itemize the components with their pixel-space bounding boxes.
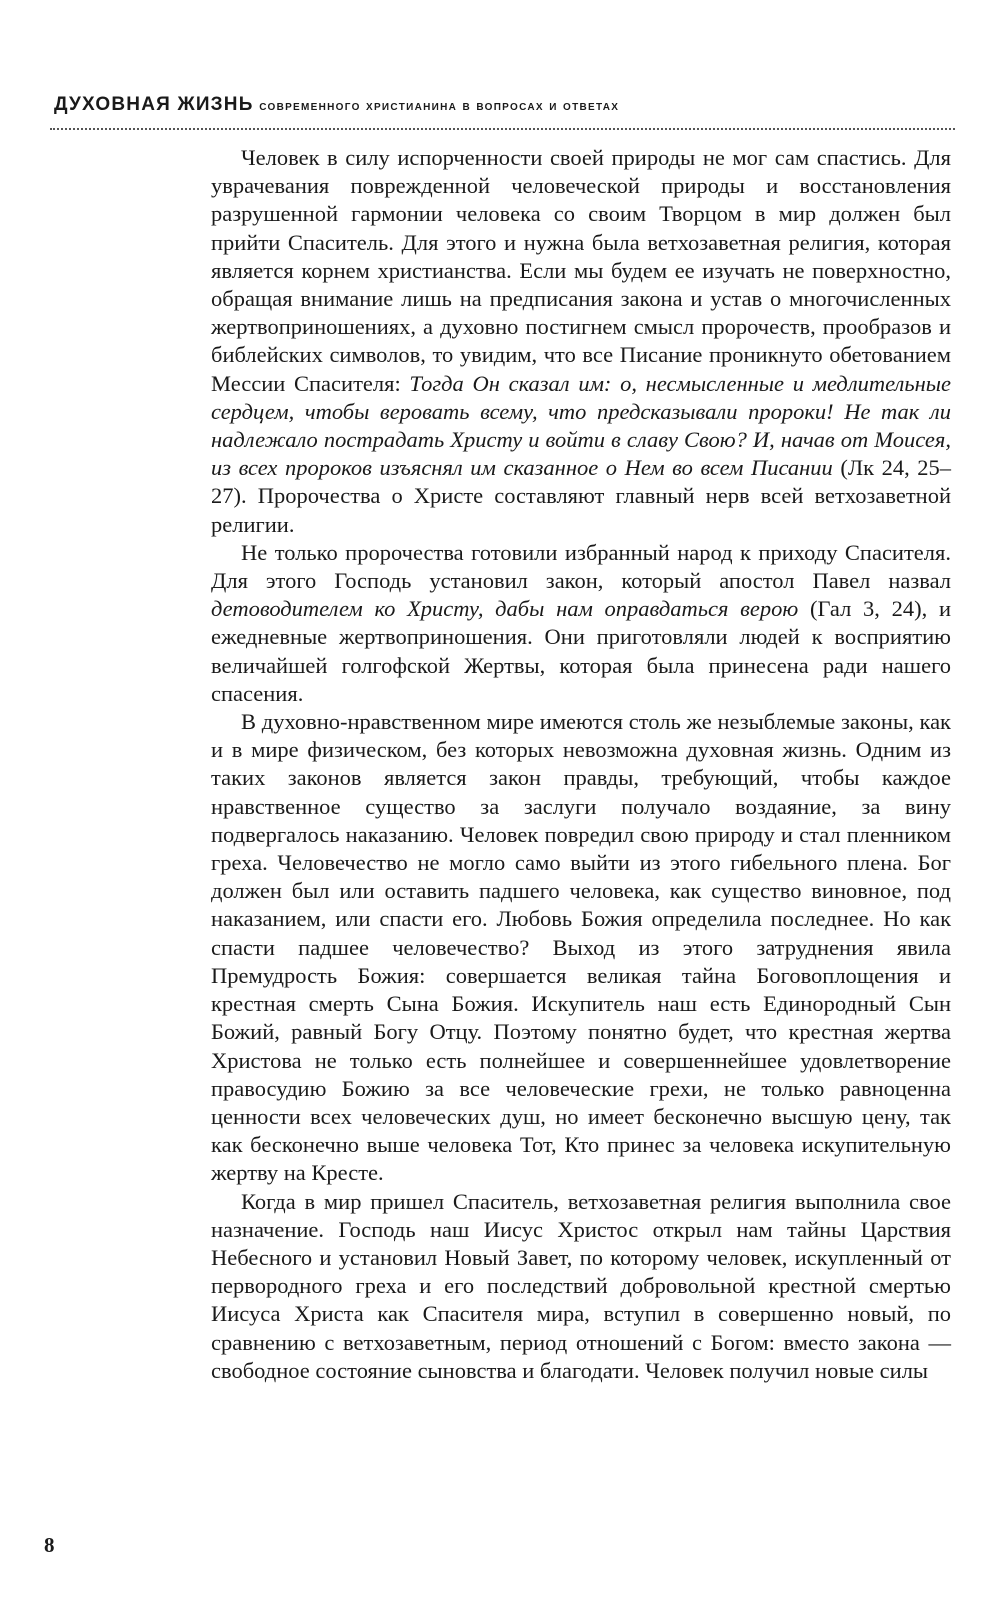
paragraph bbox=[211, 1188, 951, 1385]
scripture-quote: Тогда Он сказал им: о, несмысленные и медлительные сердцем, чтобы веровать всему, что предсказывали пророки! Не так ли надлежало пострадать Христу и войти в славу Свою? И, начав от Моисея, из всех пророков изъяснял им сказанное о Нем во всем Писании bbox=[211, 370, 951, 481]
body-text bbox=[211, 144, 951, 1385]
paragraph-text: Не только пророчества готовили избранный народ к приходу Спасителя. Для этого Господь установил закон, который апостол Павел назвал bbox=[211, 539, 951, 594]
running-head-title bbox=[54, 94, 619, 116]
page-number: 8 bbox=[44, 1533, 55, 1557]
running-head-title-main: ДУХОВНАЯ ЖИЗНЬ bbox=[54, 94, 254, 115]
paragraph bbox=[211, 708, 951, 1187]
paragraph bbox=[211, 144, 951, 539]
paragraph bbox=[211, 539, 951, 708]
paragraph-text: (Гал 3, 24), и ежедневные жертвоприношения. Они приготовляли людей к восприятию величайшей голгофской Жертвы, которая была принесена ради нашего спасения. bbox=[211, 596, 951, 706]
paragraph-text: Человек в силу испорченности своей природы не мог сам спастись. Для уврачевания поврежденной человеческой природы и восстановления разрушенной гармонии человека со своим Творцом в мир должен был прийти Спаситель. Для этого и нужна была ветхозаветная религия, которая является корнем христианства. Если мы будем ее изучать не поверхностно, обращая внимание лишь на предписания закона и устав о многочисленных жертвоприношениях, а духовно постигнем смысл пророчеств, прообразов и библейских символов, то увидим, что все Писание проникнуто обетованием Мессии Спасителя: bbox=[211, 145, 951, 396]
scripture-quote: детоводителем ко Христу, дабы нам оправдаться верою bbox=[211, 596, 799, 622]
paragraph-text: В духовно-нравственном мире имеются столь же незыблемые законы, как и в мире физическом, без которых невозможна духовная жизнь. Одним из таких законов является закон правды, требующий, чтобы каждое нравственное существо за заслуги получало воздаяние, за вину подвергалось наказанию. Человек повредил свою природу и стал пленником греха. Человечество не могло само выйти из этого гибельного плена. Бог должен был или оставить падшего человека, как существо виновное, под наказанием, или спасти его. Любовь Божия определила последнее. Но как спасти падшее человечество? Выход из этого затруднения явила Премудрость Божия: совершается великая тайна Боговоплощения и крестная смерть Сына Божия. Искупитель наш есть Единородный Сын Божий, равный Богу Отцу. Поэтому понятно будет, что крестная жертва Христова не только есть полнейшее и совершеннейшее удовлетворение правосудию Божию за все человеческие грехи, не только равноценна ценности всех человеческих душ, но имеет бесконечно высшую цену, так как бесконечно выше человека Тот, Кто принес за человека искупительную жертву на Кресте. bbox=[211, 709, 951, 1186]
paragraph-text: (Лк 24, 25–27). Пророчества о Христе составляют главный нерв всей ветхозаветной религии. bbox=[211, 455, 951, 537]
running-head-title-rest: современного христианина в вопросах и ответах bbox=[259, 98, 620, 114]
running-head bbox=[50, 92, 955, 130]
paragraph-text: Когда в мир пришел Спаситель, ветхозаветная религия выполнила свое назначение. Господь наш Иисус Христос открыл нам тайны Царствия Небесного и установил Новый Завет, по которому человек, искупленный от первородного греха и его последствий добровольной крестной смертью Иисуса Христа как Спасителя мира, вступил в совершенно новый, по сравнению с ветхозаветным, период отношений с Богом: вместо закона — свободное состояние сыновства и благодати. Человек получил новые силы bbox=[211, 1188, 951, 1383]
